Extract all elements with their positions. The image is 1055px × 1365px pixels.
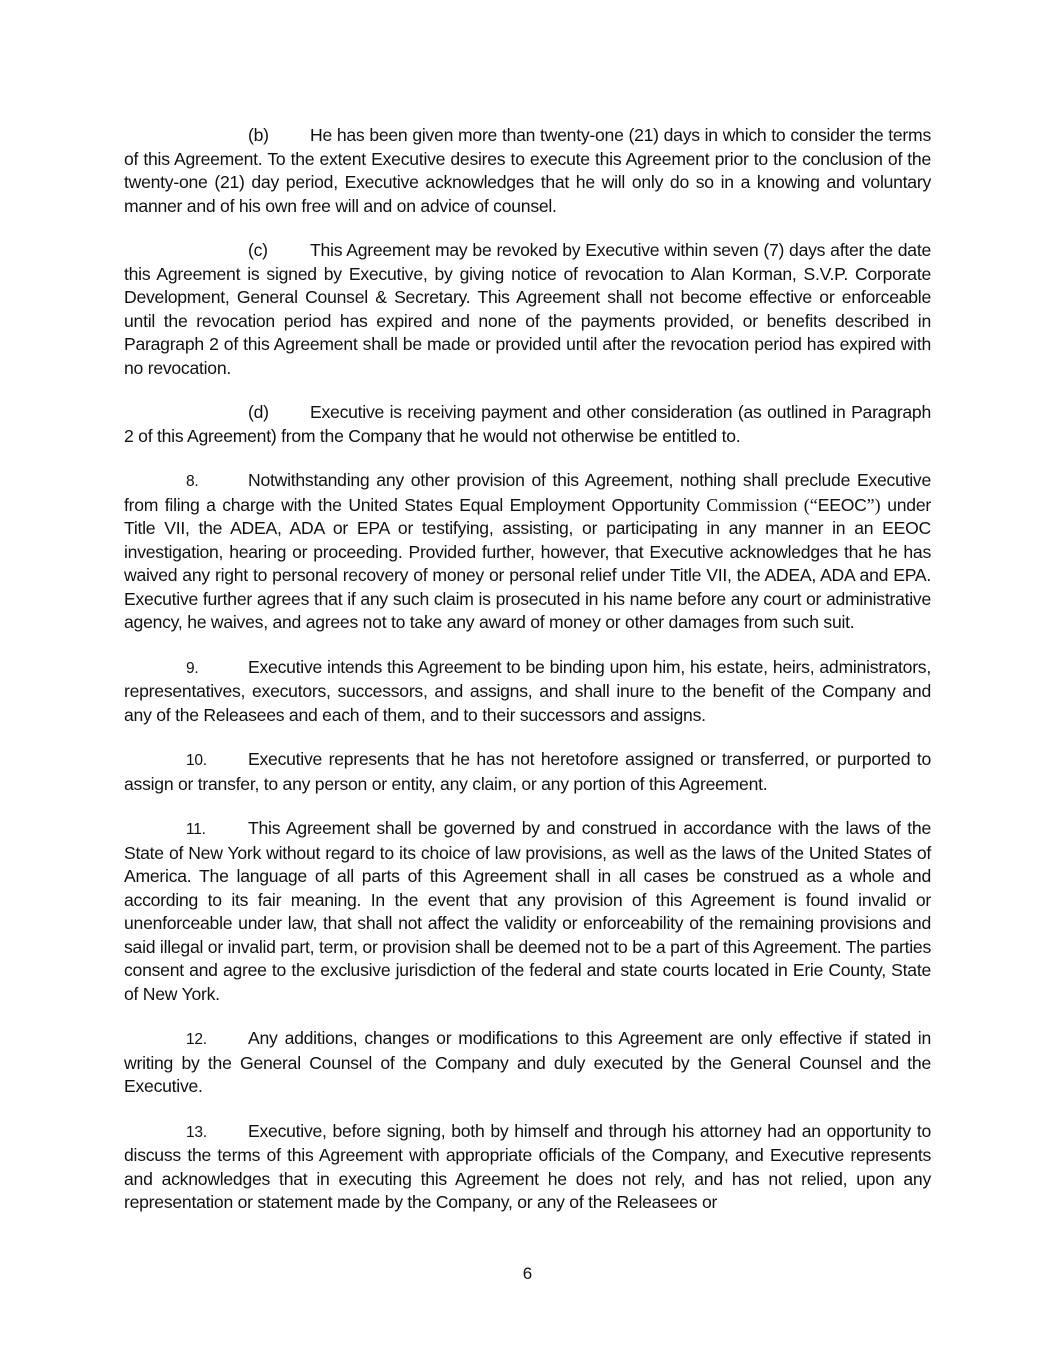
paragraph-text: Executive, before signing, both by himself and through his attorney had an opportunity to discuss the terms of this Agreement with appropriate officials of the Company, and Executive represents and acknowledges that in executing this Agreement he does not rely, and has not relied, upon any representation or statement made by the Company, or any of the Releasees or: [124, 1120, 931, 1212]
paragraph-number: 11.: [186, 821, 206, 838]
paragraph-text: Executive intends this Agreement to be binding upon him, his estate, heirs, administrators, representatives, executors, successors, and assigns, and shall inure to the benefit of the Company and any of the Releasees and each of them, and to their successors and assigns.: [124, 656, 931, 725]
paragraph-marker: (d): [248, 402, 269, 422]
paragraph-text: He has been given more than twenty-one (21) days in which to consider the terms of this Agreement. To the extent Executive desires to execute this Agreement prior to the conclusion of the twenty-one (21) day period, Executive acknowledges that he will only do so in a knowing and voluntary manner and of his own free will and on advice of counsel.: [124, 125, 931, 216]
paragraph-text: Any additions, changes or modifications to this Agreement are only effective if stated in writing by the General Counsel of the Company and duly executed by the General Counsel and the Executive.: [124, 1028, 931, 1096]
paragraph-10: [124, 748, 931, 796]
page-number: 6: [522, 1264, 533, 1283]
paragraph-number: 12.: [186, 1031, 207, 1048]
paragraph-text: EEOC: [817, 494, 867, 515]
paragraph-text-serif: ”): [866, 494, 881, 515]
paragraph-13: [124, 1120, 931, 1215]
paragraph-7c: [124, 239, 931, 380]
paragraph-text: Notwithstanding any other provision of this Agreement, nothing shall preclude Executive from filing a charge with the United States Equal Employment Opportunity: [124, 470, 931, 515]
paragraph-text: Executive represents that he has not heretofore assigned or transferred, or purported to assign or transfer, to any person or entity, any claim, or any portion of this Agreement.: [124, 749, 931, 794]
paragraph-12: [124, 1027, 931, 1099]
paragraph-marker: (b): [248, 125, 269, 145]
paragraph-number: 9.: [186, 659, 199, 677]
paragraph-11: [124, 817, 931, 1006]
paragraph-number: 13.: [186, 1123, 207, 1141]
paragraph-text: under Title VII, the ADEA, ADA or EPA or testifying, assisting, or participating in any manner in an EEOC investigation, hearing or proceeding. Provided further, however, that Executive acknowledges that he has waived any right to personal recovery of money or personal relief under Title VII, the ADEA, ADA and EPA. Executive further agrees that if any such claim is prosecuted in his name before any court or administrative agency, he waives, and agrees not to take any award of money or other damages from such suit.: [124, 494, 931, 632]
paragraph-number: 10.: [186, 752, 207, 769]
document-body: [124, 124, 931, 1236]
paragraph-8: [124, 469, 931, 635]
paragraph-7d: [124, 401, 931, 448]
paragraph-text: This Agreement shall be governed by and construed in accordance with the laws of the State of New York without regard to its choice of law provisions, as well as the laws of the United States of America. The language of all parts of this Agreement shall in all cases be construed as a whole and according to its fair meaning. In the event that any provision of this Agreement is found invalid or unenforceable under law, that shall not affect the validity or enforceability of the remaining provisions and said illegal or invalid part, term, or provision shall be deemed not to be a part of this Agreement. The parties consent and agree to the exclusive jurisdiction of the federal and state courts located in Erie County, State of New York.: [124, 818, 931, 1004]
paragraph-number: 8.: [186, 473, 199, 490]
paragraph-text-serif: Commission (“: [706, 494, 818, 515]
paragraph-text: Executive is receiving payment and other consideration (as outlined in Paragraph 2 of this Agreement) from the Company that he would not otherwise be entitled to.: [124, 402, 931, 446]
paragraph-7b: [124, 124, 931, 218]
paragraph-text: This Agreement may be revoked by Executive within seven (7) days after the date this Agreement is signed by Executive, by giving notice of revocation to Alan Korman, S.V.P. Corporate Development, General Counsel & Secretary. This Agreement shall not become effective or enforceable until the revocation period has expired and none of the payments provided, or benefits described in Paragraph 2 of this Agreement shall be made or provided until after the revocation period has expired with no revocation.: [124, 240, 931, 378]
paragraph-marker: (c): [248, 240, 268, 260]
paragraph-9: [124, 656, 931, 728]
